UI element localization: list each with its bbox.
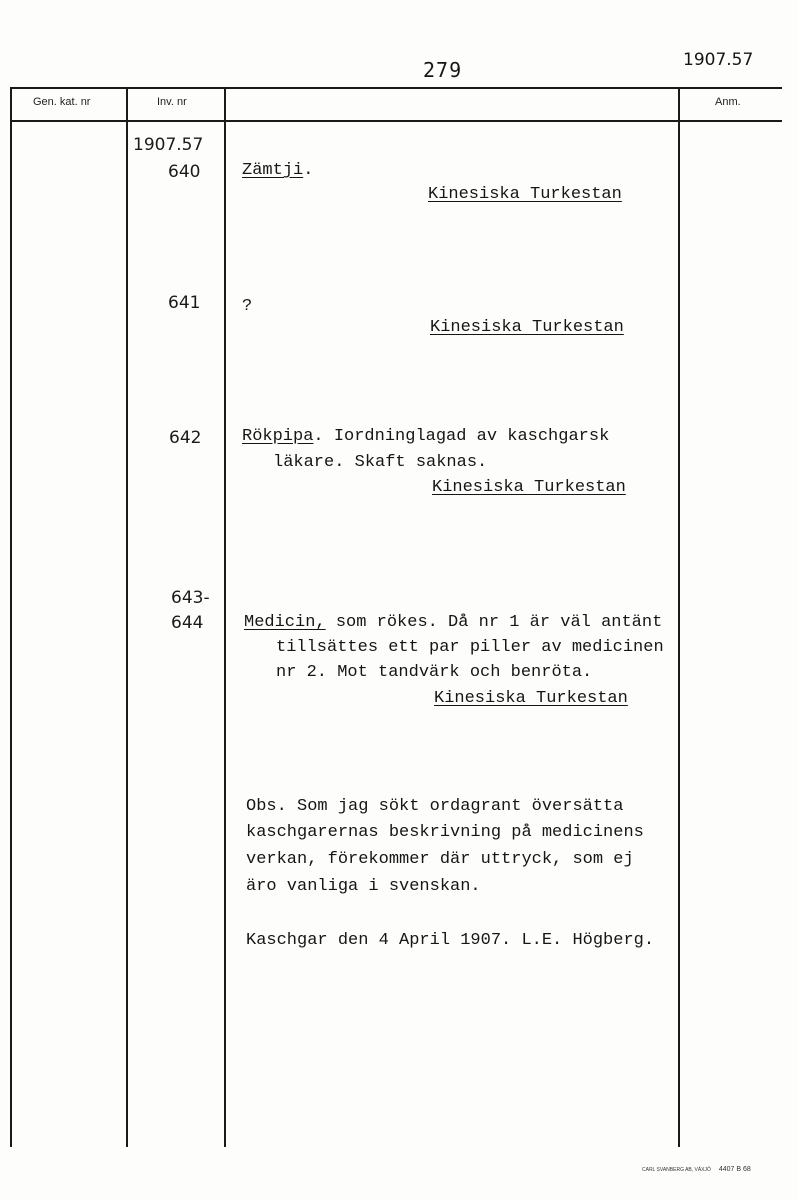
page-number: 279: [423, 58, 463, 82]
series-label: 1907.57: [133, 135, 204, 155]
entry-641-place: Kinesiska Turkestan: [430, 318, 624, 337]
column-header-anm: Anm.: [715, 96, 741, 108]
inv-number: 641: [168, 293, 201, 313]
entry-642-line: läkare. Skaft saknas.: [273, 453, 488, 472]
signature-line: Kaschgar den 4 April 1907. L.E. Högberg.: [246, 931, 655, 950]
entry-name: Zämtji: [242, 161, 304, 180]
note-line: kaschgarernas beskrivning på medicinens: [246, 823, 644, 842]
entry-641-text: ?: [242, 297, 253, 316]
entry-name: Rökpipa: [242, 427, 314, 446]
entry-640-place: Kinesiska Turkestan: [428, 185, 622, 204]
left-edge-rule: [10, 87, 12, 1147]
inv-number: 643-: [171, 588, 210, 608]
note-line: verkan, förekommer där uttryck, som ej: [246, 850, 634, 869]
column-divider-2: [224, 87, 226, 1147]
column-header-gen-kat-nr: Gen. kat. nr: [33, 96, 91, 108]
column-divider-1: [126, 87, 128, 1147]
entry-643-text: Medicin, som rökes. Då nr 1 är väl antänt: [244, 613, 663, 632]
printer-imprint: CARL SVANBERG AB, VÄXJÖ 4407 B 68: [642, 1166, 751, 1173]
entry-642-text: Rökpipa. Iordninglagad av kaschgarsk: [242, 427, 610, 446]
entry-name: Medicin,: [244, 613, 326, 632]
ref-number: 1907.57: [683, 50, 754, 70]
inv-number: 642: [169, 428, 202, 448]
entry-643-line: nr 2. Mot tandvärk och benröta.: [276, 663, 593, 682]
entry-643-place: Kinesiska Turkestan: [434, 689, 628, 708]
column-divider-3: [678, 87, 680, 1147]
note-line: äro vanliga i svenskan.: [246, 877, 481, 896]
entry-642-place: Kinesiska Turkestan: [432, 478, 626, 497]
column-header-inv-nr: Inv. nr: [157, 96, 187, 108]
entry-643-line: tillsättes ett par piller av medicinen: [276, 638, 664, 657]
inv-number: 640: [168, 162, 201, 182]
note-line: Obs. Som jag sökt ordagrant översätta: [246, 797, 624, 816]
inv-number: 644: [171, 613, 204, 633]
entry-640-text: Zämtji.: [242, 161, 314, 180]
